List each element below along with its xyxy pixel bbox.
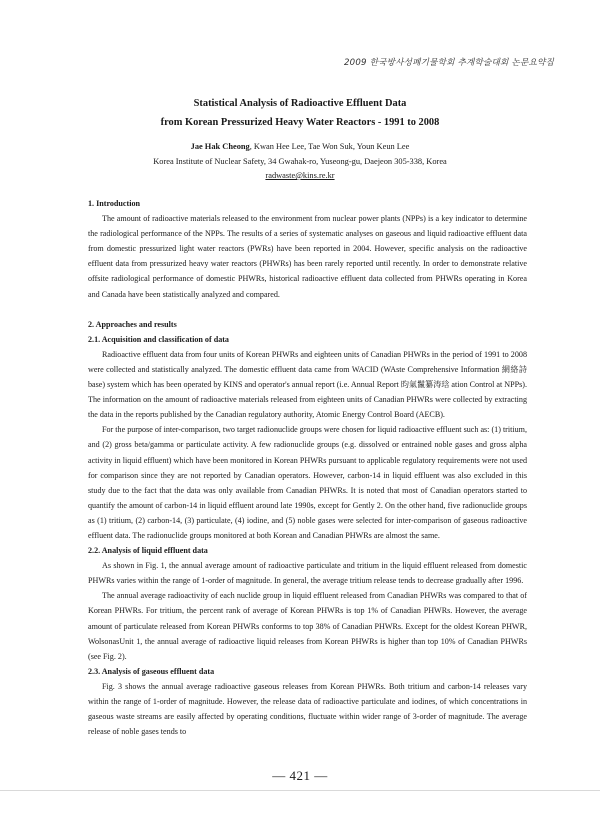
paper-title bbox=[0, 94, 600, 132]
subsection-heading-acquisition: 2.1. Acquisition and classification of data bbox=[88, 334, 229, 344]
paragraph: For the purpose of inter-comparison, two target radionuclide groups were chosen for liquid radioactive effluent such as: (1) tritium, and (2) gross beta/gamma or particulate activity. A few radionuclide groups (e.g. dissolved or entrained noble gases and gross alpha activity in liquid effluent) which have been monitored in Korean PHWRs pursuant to applicable regulatory requirements were not used for comparison since they are not reported by Canadian operators. However, carbon-14 in liquid effluent was also excluded in this study due to the fact that the data was only available from Canadian PHWRs. It is noted that most of Canadian operators started to quantify the amount of carbon-14 in liquid effluent around late 1990s, except for Gently 2. On the other hand, five radionuclide groups as (1) tritium, (2) carbon-14, (3) particulate, (4) iodine, and (5) noble gases were selected for inter-comparison of gaseous radioactive effluent data. The radionuclide groups monitored at both Korean and Canadian PHWRs are almost the same. bbox=[88, 425, 527, 540]
author-email-link[interactable]: radwaste@kins.re.kr bbox=[265, 171, 335, 180]
conference-header: 2009 한국방사성폐기물학회 추계학술대회 논문요약집 bbox=[344, 58, 554, 68]
paragraph: The annual average radioactivity of each nuclide group in liquid effluent released from Canadian PHWRs was compared to that of Korean PHWRs. For tritium, the percent rank of average of Korean PHWRs is top 1% of Canadian PHWRs. However, the average amount of particulate released from Korean PHWRs conforms to top 38% of Canadian PHWRs. Except for the oldest Korean PHWR, WolsonasUnit 1, the annual average of radioactive liquid releases from Korean PHWRs is higher than top 10% of Canadian PHWRs (see Fig. 2). bbox=[88, 591, 527, 661]
paragraph: The amount of radioactive materials released to the environment from nuclear power plants (NPPs) is a key indicator to determine the radiological performance of the NPPs. The results of a series of systematic analyses on gaseous and liquid radioactive effluent data from domestic pressurized light water reactors (PWRs) have been reported in 2004. However, specific analysis on the radioactive effluent data from pressurized heavy water reactors (PHWRs) has been rarely reported until recently. In order to demonstrate relative offsite radiological performance of domestic PHWRs, historical radioactive effluent data collected from PHWRs operating in Korea and Canada have been statistically analyzed and compared. bbox=[88, 214, 527, 299]
title-line-2: from Korean Pressurized Heavy Water Reactors - 1991 to 2008 bbox=[160, 117, 440, 128]
paragraph: Fig. 3 shows the annual average radioactive gaseous releases from Korean PHWRs. Both tritium and carbon-14 releases vary within the range of 1-order of magnitude. However, the release data of radioactive particulate and iodines, of which concentrations in gaseous waste streams are easily affected by operating conditions, fluctuate within wider range of 3-order of magnitude. The average release of noble gases tends to bbox=[88, 681, 527, 737]
author-list bbox=[0, 140, 600, 155]
paragraph: As shown in Fig. 1, the annual average amount of radioactive particulate and tritium in the liquid effluent released from domestic PHWRs varies within the range of 1-order of magnitude. In general, the average tritium release tends to decrease gradually after 1996. bbox=[88, 561, 527, 586]
affiliation: Korea Institute of Nuclear Safety, 34 Gwahak-ro, Yuseong-gu, Daejeon 305-338, Korea bbox=[153, 156, 447, 166]
lead-author: Jae Hak Cheong bbox=[190, 142, 250, 151]
paragraph: Radioactive effluent data from four units of Korean PHWRs and eighteen units of Canadian PHWRs in the period of 1991 to 2008 were collected and statistically analyzed. The domestic effluent data came from WACID (WAste Comprehensive Information 網絡詩 base) system which has been operated by KINS and operator's annual report (i.e. Annual Report 昀氣鬣纂涛琀 ation Control at NPPs). The information on the amount of radioactive materials released from eighteen units of Canadian PHWRs were collected by extracting the data in the reports published by the Canadian regulatory authority, Atomic Energy Control Board (AECB). bbox=[88, 349, 527, 420]
subsection-heading-gaseous: 2.3. Analysis of gaseous effluent data bbox=[88, 666, 215, 676]
paper-body bbox=[88, 196, 527, 739]
page-number: — 421 — bbox=[272, 768, 328, 783]
section-heading-introduction: 1. Introduction bbox=[88, 199, 141, 208]
scan-divider bbox=[0, 790, 600, 791]
section-heading-approaches: 2. Approaches and results bbox=[88, 319, 177, 329]
author-block bbox=[0, 140, 600, 184]
subsection-heading-liquid: 2.2. Analysis of liquid effluent data bbox=[88, 546, 208, 556]
co-authors: , Kwan Hee Lee, Tae Won Suk, Youn Keun Lee bbox=[249, 142, 410, 151]
title-line-1: Statistical Analysis of Radioactive Effluent Data bbox=[193, 98, 407, 109]
